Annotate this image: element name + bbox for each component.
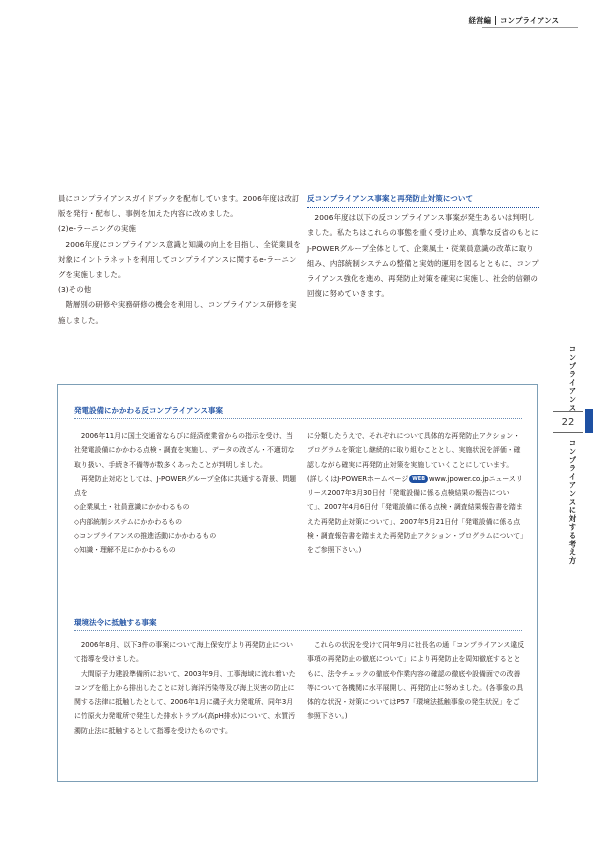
paragraph: 大間原子力建設準備所において、2003年9月、工事海域に流れ着いたコンブを船上から排出したことに対し海洋汚染等及び海上災害の防止に関する法律に抵触したとして、2006年1月に磯子火力発電所、同年3月に竹原火力発電所で発生した排水トラブル(高pH排水)について、水質汚濁防止法に抵触するとして指導を受けたものです。	[74, 669, 296, 735]
list-item: ◇知識・理解不足にかかわるもの	[74, 546, 176, 555]
paragraph: に分類したうえで、それぞれについて具体的な再発防止アクション・プログラムを策定し継続的に取り組むこととし、実施状況を評価・確認しながら確実に再発防止対策を実施していくことにしています。	[307, 432, 521, 469]
box-section-heading: 発電設備にかかわる反コンプライアンス事案	[74, 406, 224, 415]
reference-prefix: (詳しくはJ-POWERホームページ	[307, 474, 409, 483]
paragraph: 2006年度は以下の反コンプライアンス事案が発生あるいは判明しました。私たちはこれらの事態を重く受け止め、真摯な反省のもとにJ-POWERグループ全体として、企業風土・従業員意識の改革に取り組み、内部統制システムの整備と実効的運用を図るとともに、コンプライアンス強化を進め、再発防止対策を確実に実施し、社会的信頼の回復に努めていきます。	[307, 213, 539, 299]
box-section1-left	[74, 429, 298, 558]
paragraph: これらの状況を受けて同年9月に社長名の通「コンプライアンス違反事項の再発防止の徹底について」により再発防止を周知徹底するとともに、法令チェックの徹底や作業内容の確認の徹底や設備面での改善等について各機関に水平展開し、再発防止に努めました。(各事象の具体的な状況・対策についてはP57「環境法抵触事象の発生状況」をご参照下さい。)	[307, 641, 525, 721]
box-section1-right	[307, 429, 525, 558]
paragraph: 2006年度にコンプライアンス意識と知識の向上を目指し、全従業員を対象にイントラネットを利用してコンプライアンスに関するe-ラーニングを実施しました。	[58, 239, 301, 280]
paragraph: 2006年11月に国土交通省ならびに経済産業省からの指示を受け、当社発電設備にかかわる点検・調査を実施し、データの改ざん・不適切な取り扱い、手続き不備等が数多くあったことが判明しました。	[74, 432, 295, 469]
box-section-rule	[74, 630, 522, 631]
web-badge: WEB	[409, 475, 428, 483]
side-tab	[553, 345, 593, 585]
subheading-other: (3)その他	[58, 285, 92, 295]
list-item: ◇コンプライアンスの推進活動にかかわるもの	[74, 532, 217, 541]
page-header	[468, 15, 559, 26]
header-category: 経営編	[468, 16, 491, 25]
box-section2-left	[74, 638, 298, 738]
incident-box	[57, 384, 538, 782]
box-section-heading: 環境法令に抵触する事案	[74, 618, 157, 627]
list-item: ◇内部統制システムにかかわるもの	[74, 517, 182, 526]
header-rule	[482, 27, 578, 28]
reference-paragraph	[307, 472, 525, 558]
reference-body: www.jpower.co.jpニュースリリース2007年3月30日付「発電設備に係る点検結果の報告について」、2007年4月6日付「発電設備に係る点検・調査結果報告書を踏まえた再発防止対策について」、2007年5月21日付「発電設備に係る点検・調査報告書を踏まえた再発防止アクション・プログラムについて」をご参照下さい。)	[307, 474, 524, 555]
box-section-rule	[74, 418, 522, 419]
header-separator	[495, 16, 496, 25]
paragraph: 2006年8月、以下3件の事案について海上保安庁より再発防止について指導を受けました。	[74, 641, 293, 664]
side-tab-label: コンプライアンス	[568, 345, 577, 413]
upper-left-column	[58, 191, 301, 328]
upper-right-column	[307, 191, 539, 301]
subheading-elearning: (2)e-ラーニングの実施	[58, 224, 136, 234]
box-section2-right	[307, 638, 525, 724]
paragraph: 階層別の研修や実務研修の機会を利用し、コンプライアンス研修を実施しました。	[58, 300, 297, 325]
side-tab-sublabel: コンプライアンスに対する考え方	[568, 439, 577, 565]
paragraph: 再発防止対応としては、J-POWERグループ全体に共通する背景、問題点を	[74, 474, 297, 498]
list-item: ◇企業風土・社員意識にかかわるもの	[74, 503, 190, 512]
header-section: コンプライアンス	[499, 16, 559, 25]
page-number-bar	[585, 409, 593, 433]
paragraph: 員にコンプライアンスガイドブックを配布しています。2006年度は改訂版を発行・配布し、事例を加えた内容に改めました。	[58, 194, 300, 219]
page-number: 22	[553, 411, 583, 433]
section-heading: 反コンプライアンス事案と再発防止対策について	[307, 191, 539, 208]
